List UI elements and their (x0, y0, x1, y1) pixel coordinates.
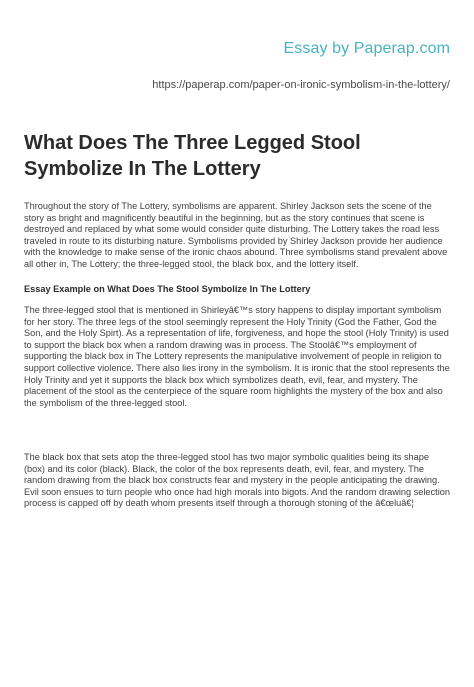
body-paragraph-black-box: The black box that sets atop the three-legged stool has two major symbolic qualities being its shape (box) and its color (black). Black, the color of the box represents death, evil, fear, and mystery. The random drawing from the black box constructs fear and mystery in the people anticipating the drawing. Evil soon ensues to turn people who once had high morals into bigots. And the random drawing selection process is capped off by death whom presents itself through a thorough stoning of the â€œluâ€¦ (24, 452, 450, 509)
source-url-link[interactable]: https://paperap.com/paper-on-ironic-symbolism-in-the-lottery/ (152, 79, 450, 91)
intro-paragraph: Throughout the story of The Lottery, symbolisms are apparent. Shirley Jackson sets the scene of the story as bright and magnificently beautiful in the beginning, but as the story continues that scene is destroyed and replaced by what some would consider quite disturbing. The Lottery takes the road less traveled in route to its disturbing nature. Symbolisms provided by Shirley Jackson provide her audience with the knowledge to make sense of the ironic chaos abound. Three symbolisms stand prevalent above all other in, The Lottery; the three-legged stool, the black box, and the lottery itself. (24, 201, 448, 269)
page-title: What Does The Three Legged Stool Symbolize In The Lottery (24, 132, 361, 180)
body-paragraph-stool: The three-legged stool that is mentioned in Shirleyâ€™s story happens to display important symbolism for her story. The three legs of the stool seemingly represent the Holy Trinity (God the Father, God the Son, and the Holy Spirt). As a representation of life, forgiveness, and hope the stool (Holy Trinity) is used to support the black box when a random drawing was in process. The Stoolâ€™s employment of supporting the black box in The Lottery represents the manipulative involvement of people in religion to support collective violence. There also lies irony in the symbolism. It is ironic that the stool represents the Holy Trinity and yet it supports the black box which symbolizes death, evil, fear, and mystery. The placement of the stool as the centerpiece of the square room highlights the mystery of the box and also the symbolism of the three-legged stool. (24, 305, 450, 408)
essay-subheading: Essay Example on What Does The Stool Symbolize In The Lottery (24, 284, 311, 294)
brand-link[interactable]: Essay by Paperap.com (283, 40, 450, 57)
